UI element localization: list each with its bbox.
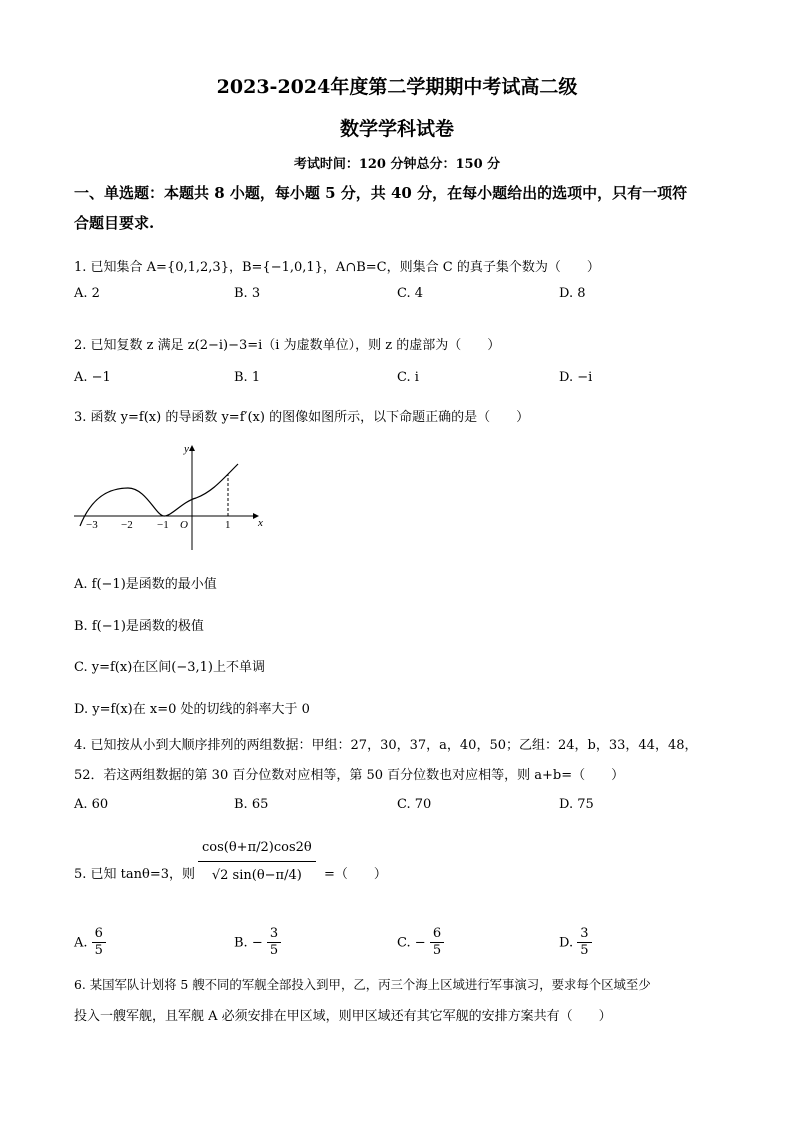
- question-5-option-d: [559, 926, 592, 960]
- question-1-option-d: D. 8: [559, 286, 586, 301]
- option-letter: A.: [74, 935, 88, 951]
- question-3-option-b: B. f(−1)是函数的极值: [74, 619, 204, 634]
- question-5-fraction: [198, 838, 316, 883]
- option-numerator: 6: [92, 926, 106, 943]
- option-letter: C.: [397, 935, 411, 951]
- tick-label-neg2: −2: [121, 519, 133, 531]
- question-3-option-c: C. y=f(x)在区间(−3,1)上不单调: [74, 660, 265, 675]
- option-denominator: 5: [432, 943, 442, 959]
- question-6-line2: 投入一艘军舰，且军舰 A 必须安排在甲区域，则甲区域还有其它军舰的安排方案共有（ ）: [74, 1009, 612, 1024]
- question-1-option-a: A. 2: [74, 286, 100, 301]
- exam-title: 2023-2024年度第二学期期中考试高二级: [216, 76, 578, 98]
- section-heading-line2: 合题目要求.: [74, 214, 155, 232]
- option-denominator: 5: [269, 943, 279, 959]
- question-6-line1: 6. 某国军队计划将 5 艘不同的军舰全部投入到甲，乙，丙三个海上区域进行军事演习，要求每个区域至少: [74, 977, 651, 992]
- derivative-curve: [80, 464, 238, 526]
- section-heading-line1: 一、单选题：本题共 8 小题，每小题 5 分，共 40 分，在每小题给出的选项中，只有一项符: [74, 184, 688, 202]
- tick-label-neg3: −3: [86, 519, 98, 531]
- question-2-option-c: C. i: [397, 370, 419, 385]
- question-5-prefix: 5. 已知 tanθ=3，则: [74, 867, 196, 882]
- question-4-option-d: D. 75: [559, 797, 594, 812]
- question-5-numerator: cos(θ+π/2)cos2θ: [198, 838, 316, 862]
- question-3-option-a: A. f(−1)是函数的最小值: [74, 577, 217, 592]
- question-1-option-b: B. 3: [234, 286, 261, 301]
- question-1-text: 1. 已知集合 A={0,1,2,3}，B={−1,0,1}，A∩B=C，则集合 C 的真子集个数为（ ）: [74, 260, 600, 275]
- derivative-graph: [72, 436, 272, 556]
- question-4-line2: 52．若这两组数据的第 30 百分位数对应相等，第 50 百分位数也对应相等，则 a+b=（ ）: [74, 768, 625, 783]
- option-sign: −: [414, 935, 426, 951]
- question-2-option-a: A. −1: [74, 370, 111, 385]
- tick-label-1: 1: [225, 519, 231, 531]
- exam-info: 考试时间：120 分钟总分：150 分: [293, 157, 501, 172]
- question-5-option-b: [234, 926, 281, 960]
- y-axis-label: y: [184, 443, 189, 455]
- question-5-option-a: [74, 926, 106, 960]
- option-sign: −: [251, 935, 263, 951]
- option-fraction: [577, 926, 591, 960]
- tick-label-neg1: −1: [157, 519, 169, 531]
- question-4-option-a: A. 60: [74, 797, 109, 812]
- option-fraction: [267, 926, 281, 960]
- question-5-suffix: =（ ）: [324, 867, 387, 882]
- question-4-line1: 4. 已知按从小到大顺序排列的两组数据：甲组：27，30，37，a，40，50；乙组：24，b，33，44，48，: [74, 738, 698, 753]
- question-2-option-b: B. 1: [234, 370, 261, 385]
- option-letter: D.: [559, 935, 574, 951]
- question-5-denominator: √2 sin(θ−π/4): [211, 868, 302, 883]
- option-numerator: 6: [430, 926, 444, 943]
- option-fraction: [430, 926, 444, 960]
- question-1-option-c: C. 4: [397, 286, 424, 301]
- option-letter: B.: [234, 935, 248, 951]
- option-denominator: 5: [580, 943, 589, 959]
- question-3-text: 3. 函数 y=f(x) 的导函数 y=f′(x) 的图像如图所示，以下命题正确的是（ ）: [74, 410, 530, 425]
- question-2-option-d: D. −i: [559, 370, 593, 385]
- question-5-option-c: [397, 926, 444, 960]
- option-numerator: 3: [267, 926, 281, 943]
- question-3-option-d: D. y=f(x)在 x=0 处的切线的斜率大于 0: [74, 702, 310, 717]
- origin-label: O: [180, 519, 188, 531]
- x-axis-label: x: [258, 517, 263, 529]
- option-fraction: [92, 926, 106, 960]
- option-denominator: 5: [94, 943, 103, 959]
- subject-title: 数学学科试卷: [339, 118, 454, 140]
- question-2-text: 2. 已知复数 z 满足 z(2−i)−3=i（i 为虚数单位），则 z 的虚部为（ ）: [74, 338, 501, 353]
- question-4-option-c: C. 70: [397, 797, 432, 812]
- question-4-option-b: B. 65: [234, 797, 269, 812]
- option-numerator: 3: [577, 926, 591, 943]
